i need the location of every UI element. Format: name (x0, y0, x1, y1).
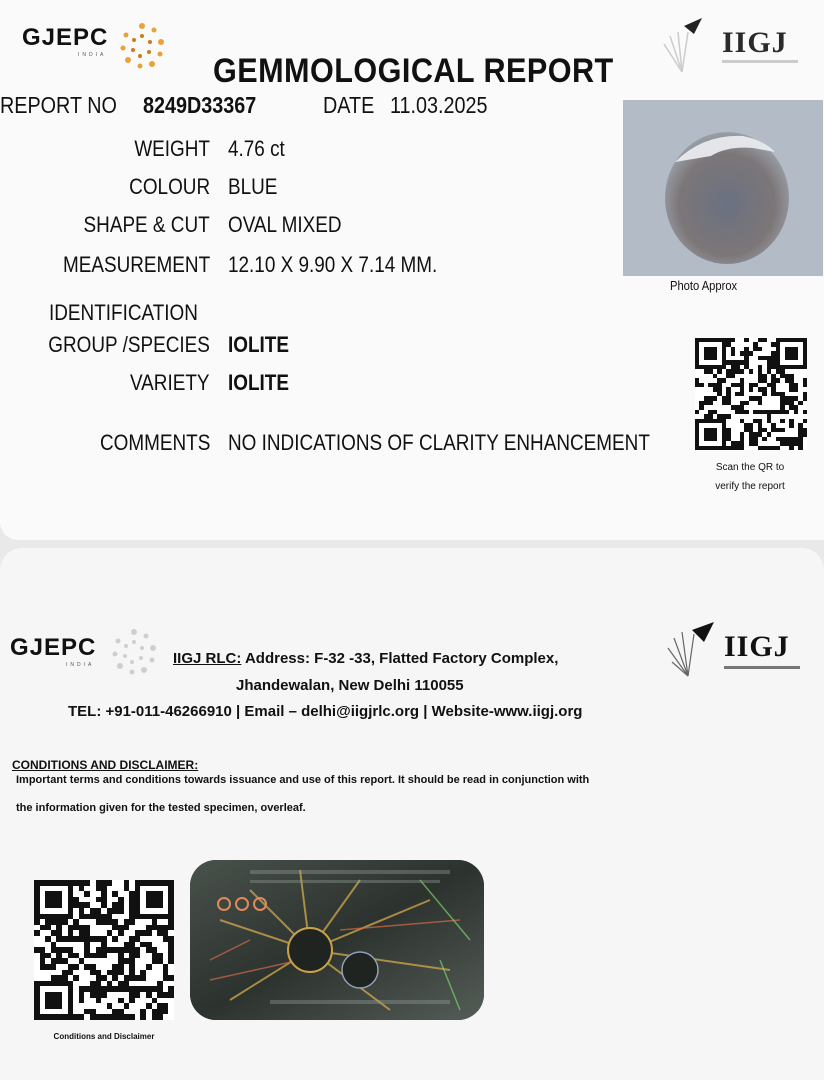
photo-caption-text: Photo Approx (670, 278, 738, 293)
qr-caption (690, 462, 810, 492)
report-no-label-text: REPORT NO (0, 92, 117, 118)
date-value-text: 11.03.2025 (390, 92, 488, 118)
gem-photo-image (623, 100, 823, 276)
report-no-value (143, 92, 275, 119)
iigj-logo-back-underline (724, 666, 800, 669)
shape-cut-label: SHAPE & CUT (83, 212, 210, 237)
date-label (323, 92, 383, 119)
iigj-emblem-back-icon (664, 620, 716, 678)
measurement-label: MEASUREMENT (62, 252, 210, 277)
security-hologram (190, 860, 484, 1020)
report-title (213, 52, 658, 91)
colour-value: BLUE (228, 174, 278, 199)
contact-line: TEL: +91-011-46266910 | Email – delhi@iigjrlc.org | Website-www.iigj.org (68, 703, 583, 720)
address-line-1-text: Address: F-32 -33, Flatted Factory Complex, (244, 650, 559, 667)
conditions-qr-code[interactable] (34, 880, 174, 1020)
address-line-2: Jhandewalan, New Delhi 110055 (236, 677, 464, 694)
report-no-label (0, 92, 136, 119)
date-label-text: DATE (323, 92, 375, 118)
comments-label: COMMENTS (99, 430, 210, 455)
gjepc-logo (22, 24, 108, 58)
report-back (0, 548, 824, 1080)
gjepc-logo-text: GJEPC (22, 24, 109, 51)
measurement-value: 12.10 X 9.90 X 7.14 MM. (228, 252, 438, 277)
address-line-1 (173, 650, 558, 667)
verify-qr-code[interactable] (695, 338, 807, 450)
identification-label (49, 300, 222, 326)
conditions-text-line-1: Important terms and conditions towards issuance and use of this report. It should be read in conjunction with (16, 774, 590, 786)
conditions-qr-caption: Conditions and Disclaimer (53, 1032, 155, 1041)
gjepc-logo-back (10, 634, 96, 668)
gjepc-logo-back-subtitle: INDIA (66, 662, 95, 668)
photo-caption (670, 278, 748, 293)
iigj-logo-text: IIGJ (722, 26, 788, 59)
weight-label: WEIGHT (134, 136, 210, 161)
conditions-text-line-2: the information given for the tested specimen, overleaf. (16, 802, 306, 814)
iigj-logo-back-text: IIGJ (724, 630, 790, 663)
date-value (390, 92, 503, 119)
colour-label: COLOUR (129, 174, 210, 199)
conditions-title: CONDITIONS AND DISCLAIMER: (12, 758, 199, 772)
gjepc-logo-back-text: GJEPC (10, 634, 97, 661)
qr-caption-line-2: verify the report (715, 481, 785, 492)
variety-label: VARIETY (130, 370, 210, 395)
report-no-value-text: 8249D33367 (143, 92, 257, 118)
identification-label-text: IDENTIFICATION (49, 300, 198, 325)
shape-cut-value: OVAL MIXED (228, 212, 342, 237)
gjepc-star-icon (116, 20, 168, 72)
iigj-emblem-icon (660, 14, 704, 74)
gjepc-star-back-icon (108, 626, 160, 678)
group-species-value: IOLITE (228, 332, 289, 357)
hologram-image (190, 860, 484, 1020)
weight-value: 4.76 ct (228, 136, 285, 161)
gem-photo (623, 100, 823, 276)
address-label: IIGJ RLC: (173, 650, 242, 667)
iigj-logo-underline (722, 60, 798, 63)
variety-value: IOLITE (228, 370, 289, 395)
comments-value: NO INDICATIONS OF CLARITY ENHANCEMENT (228, 430, 650, 455)
group-species-label: GROUP /SPECIES (48, 332, 210, 357)
qr-caption-line-1: Scan the QR to (715, 462, 785, 473)
report-title-text: GEMMOLOGICAL REPORT (213, 52, 614, 90)
gjepc-logo-subtitle: INDIA (78, 52, 107, 58)
